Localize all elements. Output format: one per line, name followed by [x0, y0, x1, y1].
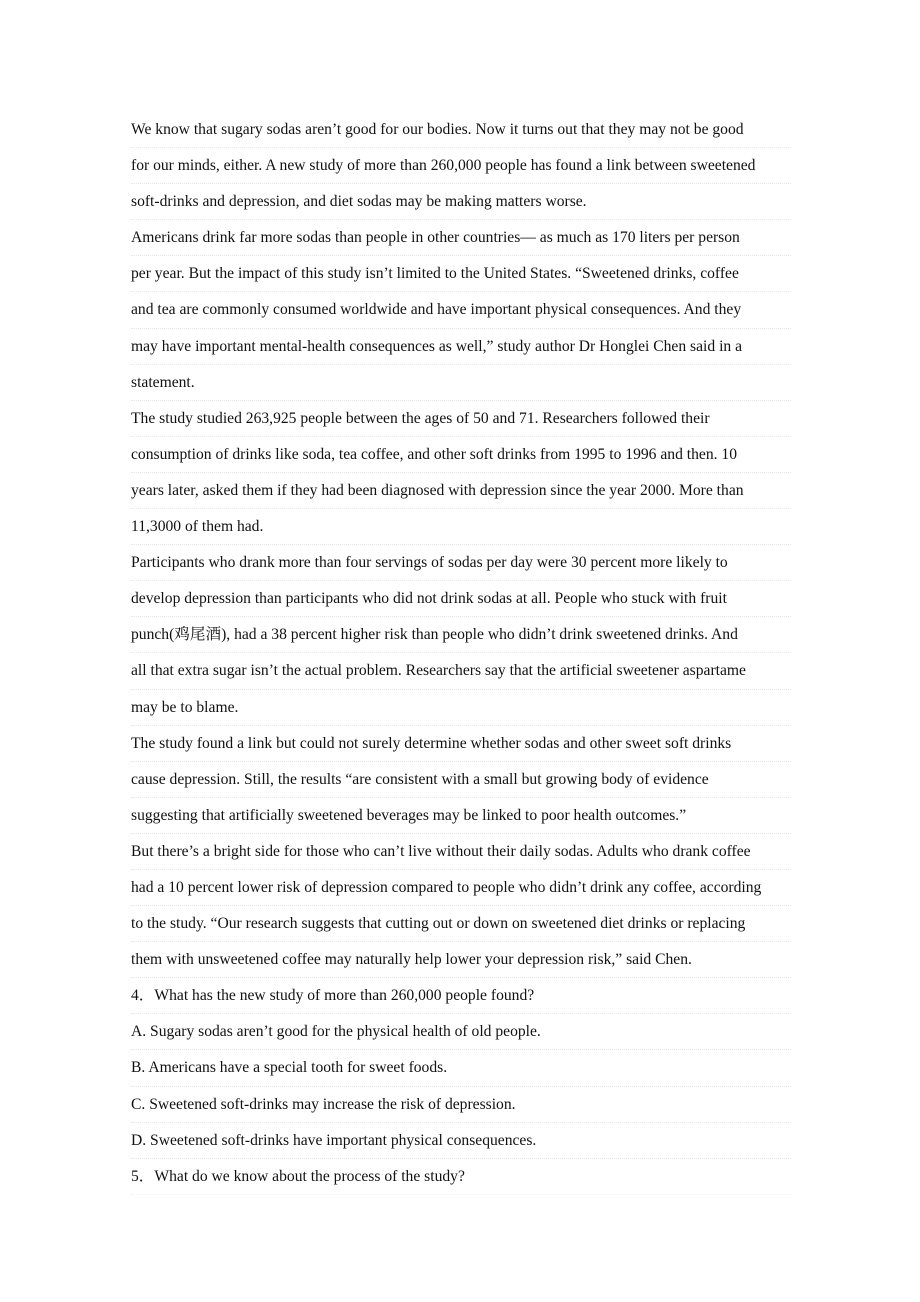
passage-line: The study found a link but could not surely determine whether sodas and other sweet soft drinks [131, 726, 791, 762]
passage-line: The study studied 263,925 people between the ages of 50 and 71. Researchers followed their [131, 401, 791, 437]
passage-line: to the study. “Our research suggests that cutting out or down on sweetened diet drinks or replacing [131, 906, 791, 942]
passage-line: But there’s a bright side for those who can’t live without their daily sodas. Adults who drank coffee [131, 834, 791, 870]
answer-option-c: C. Sweetened soft-drinks may increase the risk of depression. [131, 1087, 791, 1123]
passage [131, 112, 791, 978]
passage-line: them with unsweetened coffee may naturally help lower your depression risk,” said Chen. [131, 942, 791, 978]
question-5 [131, 1159, 791, 1195]
passage-line: Participants who drank more than four servings of sodas per day were 30 percent more likely to [131, 545, 791, 581]
document-body [131, 112, 791, 1195]
answer-option-a: A. Sugary sodas aren’t good for the physical health of old people. [131, 1014, 791, 1050]
passage-line: suggesting that artificially sweetened beverages may be linked to poor health outcomes.” [131, 798, 791, 834]
passage-line: years later, asked them if they had been diagnosed with depression since the year 2000. More than [131, 473, 791, 509]
passage-line: Americans drink far more sodas than people in other countries— as much as 170 liters per person [131, 220, 791, 256]
passage-line: may have important mental-health consequences as well,” study author Dr Honglei Chen said in a [131, 329, 791, 365]
passage-line: per year. But the impact of this study isn’t limited to the United States. “Sweetened drinks, coffee [131, 256, 791, 292]
passage-line: for our minds, either. A new study of more than 260,000 people has found a link between sweetened [131, 148, 791, 184]
passage-line: 11,3000 of them had. [131, 509, 791, 545]
question-stem: 4．What has the new study of more than 260,000 people found? [131, 978, 791, 1014]
question-stem: 5．What do we know about the process of the study? [131, 1159, 791, 1195]
passage-line: punch(鸡尾酒), had a 38 percent higher risk than people who didn’t drink sweetened drinks. And [131, 617, 791, 653]
question-4 [131, 978, 791, 1158]
passage-line: all that extra sugar isn’t the actual problem. Researchers say that the artificial sweetener aspartame [131, 653, 791, 689]
passage-line: consumption of drinks like soda, tea coffee, and other soft drinks from 1995 to 1996 and then. 10 [131, 437, 791, 473]
passage-line: statement. [131, 365, 791, 401]
passage-line: and tea are commonly consumed worldwide and have important physical consequences. And they [131, 292, 791, 328]
passage-line: develop depression than participants who did not drink sodas at all. People who stuck with fruit [131, 581, 791, 617]
passage-line: cause depression. Still, the results “are consistent with a small but growing body of evidence [131, 762, 791, 798]
answer-option-d: D. Sweetened soft-drinks have important physical consequences. [131, 1123, 791, 1159]
passage-line: may be to blame. [131, 690, 791, 726]
passage-line: We know that sugary sodas aren’t good for our bodies. Now it turns out that they may not be good [131, 112, 791, 148]
passage-line: had a 10 percent lower risk of depression compared to people who didn’t drink any coffee, according [131, 870, 791, 906]
passage-line: soft-drinks and depression, and diet sodas may be making matters worse. [131, 184, 791, 220]
answer-option-b: B. Americans have a special tooth for sweet foods. [131, 1050, 791, 1086]
